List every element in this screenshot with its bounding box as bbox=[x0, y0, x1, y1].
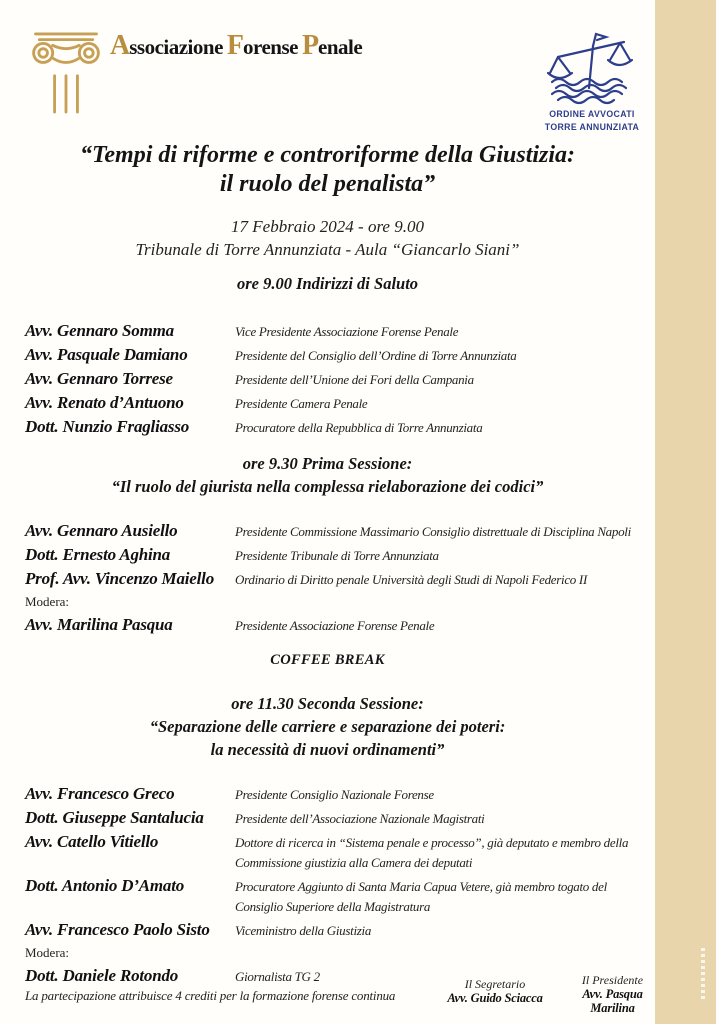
speaker-role: Ordinario di Diritto penale Università degli Studi di Napoli Federico II bbox=[235, 572, 587, 587]
speaker-row bbox=[25, 831, 643, 873]
speaker-role: Vice Presidente Associazione Forense Penale bbox=[235, 324, 459, 339]
moderator-label: Modera: bbox=[25, 594, 70, 609]
president-title: Il Presidente bbox=[581, 973, 644, 987]
speaker-name: Avv. Catello Vitiello bbox=[25, 832, 159, 851]
moderator-name: Avv. Marilina Pasqua bbox=[25, 615, 173, 634]
speaker-role: Presidente Camera Penale bbox=[235, 396, 368, 411]
afp-wordmark bbox=[110, 26, 362, 63]
afp-word-penale: Penale bbox=[301, 30, 363, 61]
first-session-time: ore 9.30 Prima Sessione: bbox=[242, 454, 413, 473]
second-session-subtitle-line2: la necessità di nuovi ordinamenti” bbox=[210, 740, 445, 759]
speaker-role: Presidente Tribunale di Torre Annunziata bbox=[235, 548, 439, 563]
speaker-row bbox=[25, 568, 643, 590]
speaker-role: Viceministro della Giustizia bbox=[235, 923, 372, 938]
speaker-row bbox=[25, 368, 643, 390]
event-title-line2: il ruolo del penalista” bbox=[219, 171, 436, 197]
coffee-break-label: COFFEE BREAK bbox=[270, 652, 385, 668]
speaker-name: Dott. Antonio D’Amato bbox=[25, 876, 185, 895]
section-second-session-heading bbox=[0, 692, 655, 761]
afp-word-associazione: Associazione bbox=[110, 30, 223, 61]
section-greetings-heading: ore 9.00 Indirizzi di Saluto bbox=[236, 274, 419, 293]
ordine-avvocati-logo bbox=[533, 30, 651, 134]
speaker-name: Avv. Francesco Greco bbox=[25, 784, 175, 803]
speaker-name: Prof. Avv. Vincenzo Maiello bbox=[25, 569, 214, 588]
speaker-row bbox=[25, 544, 643, 566]
speaker-row bbox=[25, 416, 643, 438]
moderator-role: Giornalista TG 2 bbox=[235, 969, 320, 984]
president-name: Avv. Pasqua Marilina bbox=[582, 987, 643, 1015]
ordine-logo-line1: ORDINE AVVOCATI bbox=[549, 109, 635, 120]
first-session-speaker-list bbox=[25, 520, 643, 638]
afp-word-forense: Forense bbox=[226, 30, 298, 61]
event-datetime-venue bbox=[0, 215, 655, 261]
speaker-row bbox=[25, 783, 643, 805]
speaker-role: Dottore di ricerca in “Sistema penale e processo”, già deputato e membro della Commissione giustizia alla Camera dei deputati bbox=[235, 835, 629, 870]
moderator-role: Presidente Associazione Forense Penale bbox=[235, 618, 435, 633]
speaker-name: Avv. Pasquale Damiano bbox=[25, 345, 188, 364]
speaker-role: Presidente dell’Unione dei Fori della Campania bbox=[235, 372, 474, 387]
president-signature-block bbox=[560, 973, 665, 1015]
speaker-row bbox=[25, 919, 643, 941]
section-first-session-heading bbox=[0, 452, 655, 498]
event-title-line1: “Tempi di riforme e controriforme della Giustizia: bbox=[79, 142, 576, 168]
credits-note: La partecipazione attribuisce 4 crediti per la formazione forense continua bbox=[25, 988, 396, 1003]
speaker-name: Dott. Nunzio Fragliasso bbox=[25, 417, 190, 436]
speaker-row bbox=[25, 807, 643, 829]
ionic-column-icon bbox=[26, 26, 106, 118]
secretary-title: Il Segretario bbox=[464, 977, 526, 991]
speaker-role: Presidente dell’Associazione Nazionale Magistrati bbox=[235, 811, 485, 826]
moderator-row bbox=[25, 614, 643, 636]
speaker-name: Dott. Giuseppe Santalucia bbox=[25, 808, 204, 827]
speaker-name: Avv. Gennaro Ausiello bbox=[25, 521, 178, 540]
first-session-subtitle: “Il ruolo del giurista nella complessa rielaborazione dei codici” bbox=[111, 477, 544, 496]
side-band bbox=[655, 0, 716, 1024]
speaker-row bbox=[25, 392, 643, 414]
speaker-role: Presidente Consiglio Nazionale Forense bbox=[235, 787, 434, 802]
ordine-logo-line2: TORRE ANNUNZIATA bbox=[544, 122, 640, 133]
speaker-name: Avv. Francesco Paolo Sisto bbox=[25, 920, 210, 939]
second-session-subtitle-line1: “Separazione delle carriere e separazione dei poteri: bbox=[149, 717, 506, 736]
speaker-role: Presidente Commissione Massimario Consiglio distrettuale di Disciplina Napoli bbox=[235, 524, 631, 539]
moderator-name: Dott. Daniele Rotondo bbox=[25, 966, 179, 985]
afp-logo bbox=[26, 26, 362, 118]
speaker-role: Presidente del Consiglio dell’Ordine di Torre Annunziata bbox=[235, 348, 517, 363]
second-session-time: ore 11.30 Seconda Sessione: bbox=[231, 694, 424, 713]
speaker-row bbox=[25, 875, 643, 917]
moderator-label: Modera: bbox=[25, 945, 70, 960]
speaker-row bbox=[25, 320, 643, 342]
speaker-name: Dott. Ernesto Aghina bbox=[25, 545, 171, 564]
speaker-name: Avv. Gennaro Torrese bbox=[25, 369, 173, 388]
event-date: 17 Febbraio 2024 - ore 9.00 bbox=[231, 217, 424, 236]
event-title bbox=[0, 141, 655, 199]
speaker-row bbox=[25, 520, 643, 542]
speaker-name: Avv. Gennaro Somma bbox=[25, 321, 174, 340]
speaker-role: Procuratore Aggiunto di Santa Maria Capua Vetere, già membro togato del Consiglio Superiore della Magistratura bbox=[235, 879, 607, 914]
print-credit-mark bbox=[701, 948, 705, 1000]
event-venue: Tribunale di Torre Annunziata - Aula “Giancarlo Siani” bbox=[135, 240, 520, 259]
secretary-signature-block bbox=[435, 977, 555, 1005]
speaker-row bbox=[25, 344, 643, 366]
scales-of-justice-icon bbox=[533, 30, 651, 108]
second-session-speaker-list bbox=[25, 783, 643, 989]
speaker-role: Procuratore della Repubblica di Torre Annunziata bbox=[235, 420, 483, 435]
speaker-name: Avv. Renato d’Antuono bbox=[25, 393, 184, 412]
greetings-speaker-list bbox=[25, 320, 643, 440]
secretary-name: Avv. Guido Sciacca bbox=[447, 991, 543, 1005]
